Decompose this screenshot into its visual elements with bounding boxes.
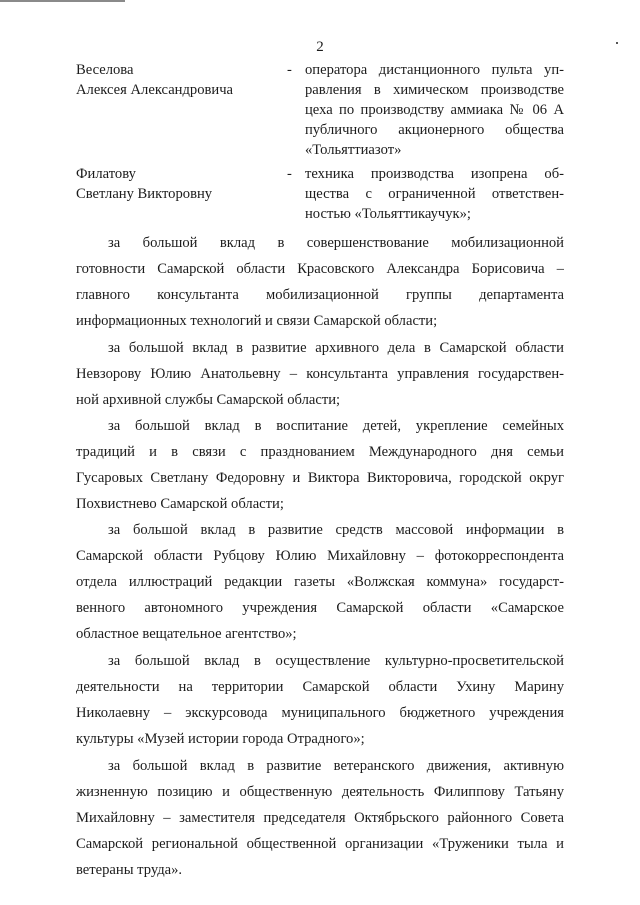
entry-dash: - [287, 62, 292, 78]
recipient-name: Веселова Алексея Александровича [76, 62, 234, 98]
award-paragraph: за большой вклад в развитие средств массовой информации в Самарской области Рубцову Юлию Михайловну – фотокорреспондента отдела иллюстраций редакции газеты «Волжская коммуна» государст- венного автономного учреждения Самарской области «Самарское областное вещательное агентство»; [76, 522, 564, 642]
award-paragraph: за большой вклад в совершенствование мобилизационной готовности Самарской области Красовского Александра Борисовича – главного консультанта мобилизационной группы департамента информационных технологий и связи Самарской области; [76, 235, 564, 329]
page-number: 2 [316, 39, 324, 55]
award-paragraph: за большой вклад в развитие ветеранского движения, активную жизненную позицию и общественную деятельность Филиппову Татьяну Михайловну – заместителя председателя Октябрьского районного Совета Самарской региональной общественной организации «Труженики тыла и ветераны труда». [76, 758, 564, 878]
entry-dash: - [287, 166, 292, 182]
recipient-name: Филатову Светлану Викторовну [76, 166, 213, 202]
award-paragraph: за большой вклад в воспитание детей, укрепление семейных традиций и в связи с празднованием Международного дня семьи Гусаровых Светлану Федоровну и Виктора Викторовича, городской округ Похвистнево Самарской области; [76, 418, 564, 512]
award-paragraph: за большой вклад в развитие архивного дела в Самарской области Невзорову Юлию Анатольевну – консультанта управления государствен- ной архивной службы Самарской области; [76, 340, 564, 408]
scan-edge-line [0, 0, 125, 2]
recipient-position: техника производства изопрена об- щества с ограниченной ответствен- ностью «Тольяттикаучук»; [305, 166, 564, 222]
recipient-position: оператора дистанционного пульта уп- равления в химическом производстве цеха по производству аммиака № 06 А публичного акционерного общества «Тольяттиазот» [305, 62, 564, 158]
award-paragraph: за большой вклад в осуществление культурно-просветительской деятельности на территории Самарской области Ухину Марину Николаевну – экскурсовода муниципального бюджетного учреждения культуры «Музей истории города Отрадного»; [76, 653, 564, 747]
